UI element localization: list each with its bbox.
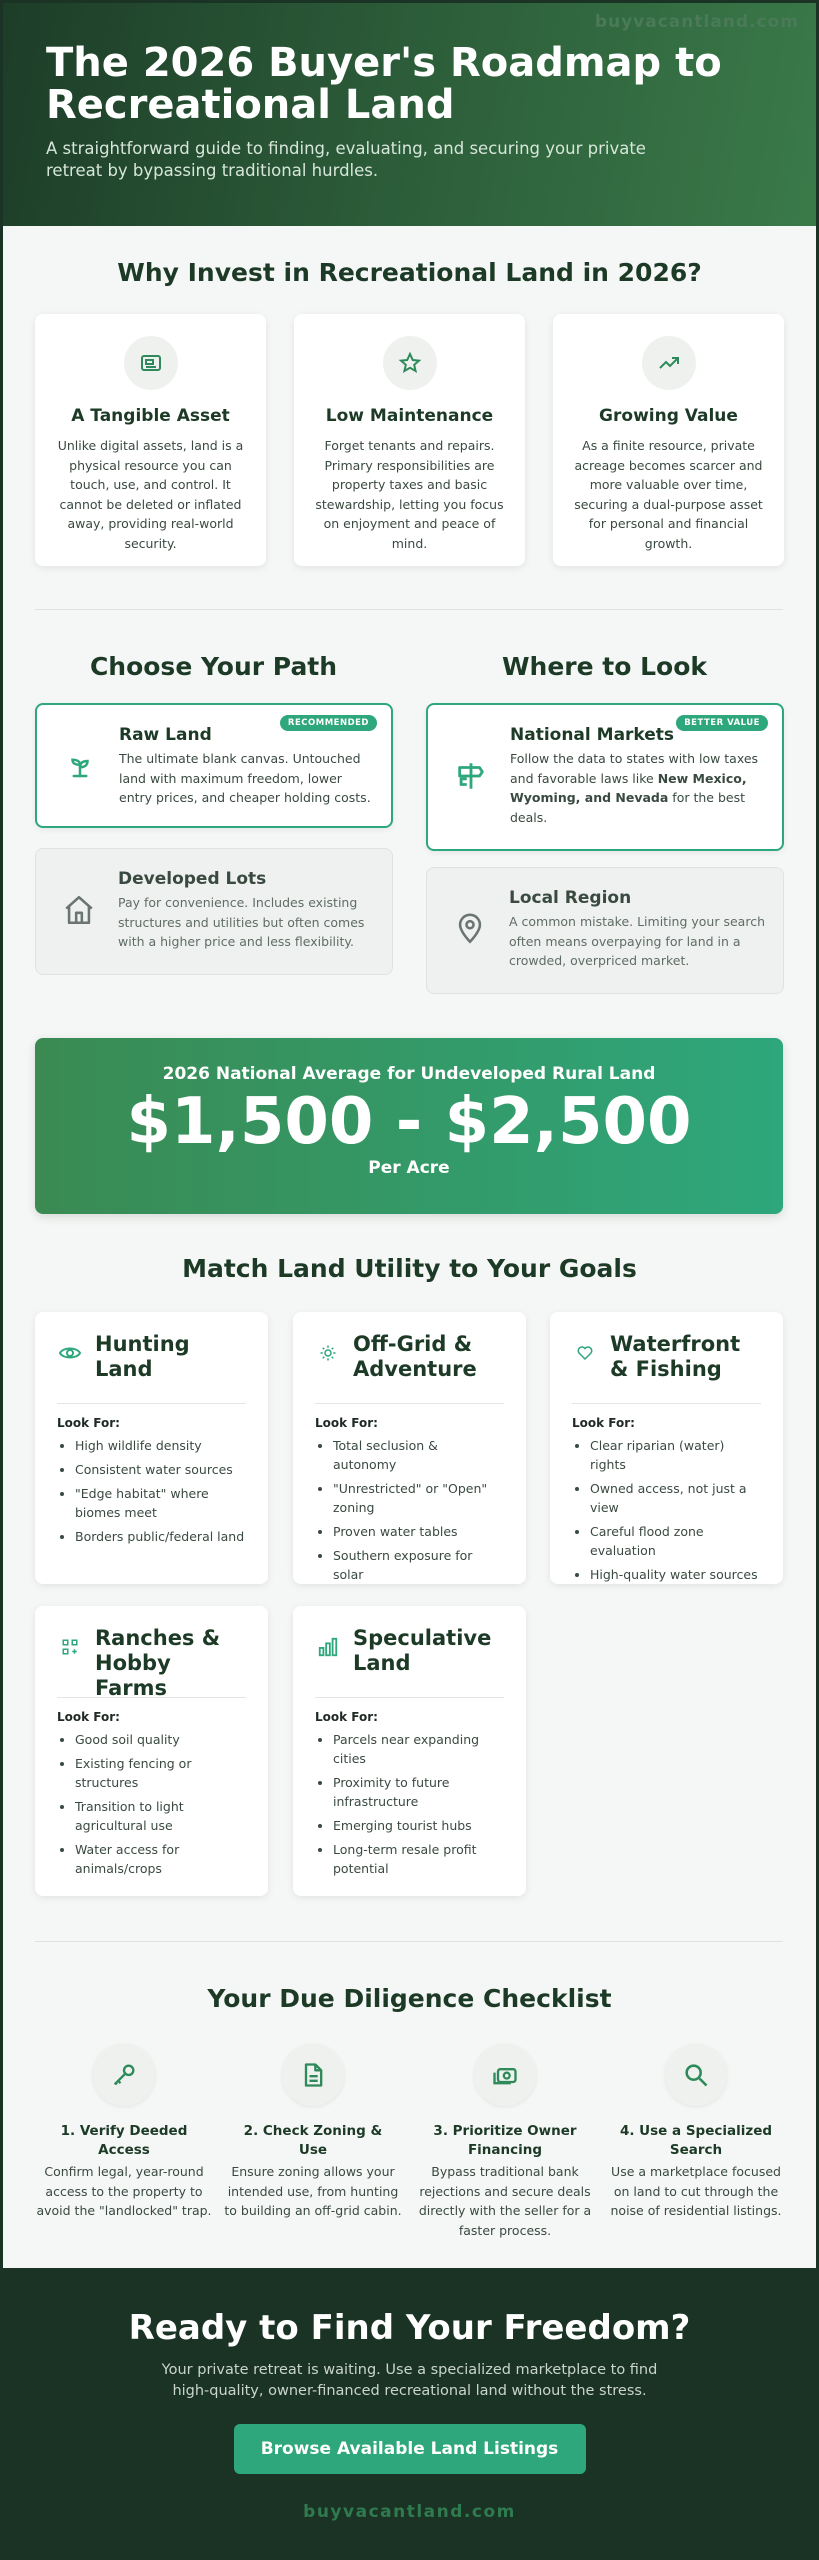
signpost-icon [450, 755, 492, 797]
list-item: • Total seclusion & autonomy [333, 1436, 504, 1474]
checklist-step [35, 2044, 213, 2221]
map-pin-icon [449, 908, 491, 950]
divider [35, 609, 783, 610]
look-for-label: Look For: [57, 1416, 120, 1430]
step-title: 2. Check Zoning & Use [243, 2123, 383, 2158]
step-title: 4. Use a Specialized Search [619, 2123, 773, 2158]
page-subtitle: A straightforward guide to finding, evaluating, and securing your private retreat by bypassing traditional hurdles. [46, 139, 646, 180]
bar-chart-icon [315, 1634, 341, 1660]
why-card-text: Forget tenants and repairs. Primary responsibilities are property taxes and basic stewardship, letting you focus on enjoyment and peace of mind. [315, 438, 504, 551]
grid-icon [57, 1634, 83, 1660]
why-card-value [553, 314, 784, 566]
path-card-text: The ultimate blank canvas. Untouched land with maximum freedom, lower entry prices, and cheaper holding costs. [119, 751, 371, 805]
document-icon [282, 2044, 344, 2106]
utility-card-ranches [35, 1606, 268, 1896]
price-banner [35, 1038, 783, 1214]
price-value: $1,500 - $2,500 [126, 1085, 692, 1159]
list-item: • Careful flood zone evaluation [590, 1522, 761, 1560]
list-item: • Clear riparian (water) rights [590, 1436, 761, 1474]
footer-watermark: buyvacantland.com [303, 2502, 516, 2522]
checklist-step [224, 2044, 402, 2221]
star-icon [383, 336, 437, 390]
footer-text: Your private retreat is waiting. Use a specialized marketplace to find high-quality, owner-financed recreational land without the stress. [161, 2362, 658, 2399]
utility-list [57, 1436, 246, 1546]
price-unit: Per Acre [368, 1158, 450, 1178]
money-icon [124, 336, 178, 390]
list-item: • Borders public/federal land [75, 1527, 246, 1546]
path-card-title: Raw Land [119, 725, 212, 745]
utility-card-title: Speculative Land [353, 1626, 492, 1675]
path-card-title: Developed Lots [118, 869, 267, 889]
footer-title: Ready to Find Your Freedom? [128, 2308, 691, 2348]
utility-card-title: Ranches & Hobby Farms [95, 1626, 221, 1700]
list-item: • Consistent water sources [75, 1460, 246, 1479]
step-text: Ensure zoning allows your intended use, from hunting to building an off-grid cabin. [224, 2164, 402, 2218]
list-item: • Good soil quality [75, 1730, 246, 1749]
house-icon [58, 889, 100, 931]
step-text: Confirm legal, year-round access to the property to avoid the "landlocked" trap. [36, 2164, 212, 2218]
look-for-label: Look For: [315, 1416, 378, 1430]
list-item: • Proximity to future infrastructure [333, 1773, 504, 1811]
trending-up-icon [642, 336, 696, 390]
key-icon [93, 2044, 155, 2106]
path-card-developed-lots[interactable] [35, 848, 393, 975]
step-title: 3. Prioritize Owner Financing [433, 2123, 577, 2158]
eye-icon [57, 1340, 83, 1366]
step-text: Bypass traditional bank rejections and secure deals directly with the seller for a faster process. [418, 2164, 592, 2238]
step-text: Use a marketplace focused on land to cut through the noise of residential listings. [610, 2164, 782, 2218]
path-heading: Choose Your Path [89, 652, 338, 681]
utility-heading: Match Land Utility to Your Goals [182, 1254, 637, 1283]
checklist-heading: Your Due Diligence Checklist [207, 1984, 612, 2013]
look-card-local-region[interactable] [426, 867, 784, 994]
list-item: • "Edge habitat" where biomes meet [75, 1484, 246, 1522]
utility-list [572, 1436, 761, 1584]
why-card-text: Unlike digital assets, land is a physical resource you can touch, use, and control. It cannot be deleted or inflated away, providing real-world security. [57, 438, 244, 551]
utility-list [315, 1436, 504, 1584]
why-heading: Why Invest in Recreational Land in 2026? [117, 258, 702, 287]
utility-card-off-grid [293, 1312, 526, 1584]
sprout-icon [59, 745, 101, 787]
look-for-label: Look For: [572, 1416, 635, 1430]
why-card-tangible [35, 314, 266, 566]
utility-card-waterfront [550, 1312, 783, 1584]
list-item: • Emerging tourist hubs [333, 1816, 504, 1835]
look-card-text: A common mistake. Limiting your search often means overpaying for land in a crowded, overpriced market. [509, 914, 765, 968]
price-title: 2026 National Average for Undeveloped Rural Land [162, 1064, 656, 1084]
look-card-text-bold: New Mexico, Wyoming, and Nevada [510, 770, 747, 805]
watermark: buyvacantland.com [594, 12, 799, 32]
path-card-raw-land[interactable] [35, 703, 393, 828]
checklist-step [607, 2044, 785, 2221]
look-for-label: Look For: [57, 1710, 120, 1724]
look-card-text-part: Follow the data to states with low taxes and favorable laws like [510, 751, 759, 786]
list-item: • High wildlife density [75, 1436, 246, 1455]
utility-card-hunting [35, 1312, 268, 1584]
look-card-text-part: for the best deals. [510, 790, 745, 825]
cash-icon [474, 2044, 536, 2106]
why-card-title: A Tangible Asset [71, 406, 230, 426]
page-title: The 2026 Buyer's Roadmap to Recreational Land [46, 40, 722, 128]
better-value-badge: BETTER VALUE [676, 715, 768, 731]
list-item: • Transition to light agricultural use [75, 1797, 246, 1835]
step-title: 1. Verify Deeded Access [60, 2123, 188, 2158]
utility-card-title: Off-Grid & Adventure [353, 1332, 477, 1381]
look-heading: Where to Look [501, 652, 708, 681]
recommended-badge: RECOMMENDED [280, 715, 377, 731]
why-card-title: Low Maintenance [325, 406, 494, 426]
utility-list [315, 1730, 504, 1878]
search-icon [665, 2044, 727, 2106]
utility-card-speculative [293, 1606, 526, 1896]
look-card-national-markets[interactable] [426, 703, 784, 851]
list-item: • Southern exposure for solar [333, 1546, 504, 1584]
sun-icon [315, 1340, 341, 1366]
look-card-title: Local Region [509, 888, 632, 908]
list-item: • Owned access, not just a view [590, 1479, 761, 1517]
divider [35, 1941, 783, 1942]
list-item: • High-quality water sources [590, 1565, 761, 1584]
list-item: • Parcels near expanding cities [333, 1730, 504, 1768]
list-item: • Existing fencing or structures [75, 1754, 246, 1792]
list-item: • Water access for animals/crops [75, 1840, 246, 1878]
utility-card-title: Waterfront & Fishing [610, 1332, 741, 1381]
footer [0, 2268, 819, 2560]
look-for-label: Look For: [315, 1710, 378, 1724]
look-card-title: National Markets [510, 725, 675, 745]
utility-card-title: Hunting Land [95, 1332, 190, 1381]
why-card-maintenance [294, 314, 525, 566]
why-card-text: As a finite resource, private acreage becomes scarcer and more valuable over time, securing a dual-purpose asset for personal and financial growth. [574, 438, 763, 551]
checklist-step [416, 2044, 594, 2240]
path-card-text: Pay for convenience. Includes existing structures and utilities but often comes with a higher price and less flexibility. [118, 895, 365, 949]
list-item: • Proven water tables [333, 1522, 504, 1541]
list-item: • Long-term resale profit potential [333, 1840, 504, 1878]
utility-list [57, 1730, 246, 1878]
list-item: • "Unrestricted" or "Open" zoning [333, 1479, 504, 1517]
hero-banner [0, 0, 819, 226]
look-card-text [510, 749, 764, 827]
heart-icon [572, 1340, 598, 1366]
browse-listings-button[interactable]: Browse Available Land Listings [234, 2424, 586, 2474]
why-card-title: Growing Value [599, 406, 738, 426]
